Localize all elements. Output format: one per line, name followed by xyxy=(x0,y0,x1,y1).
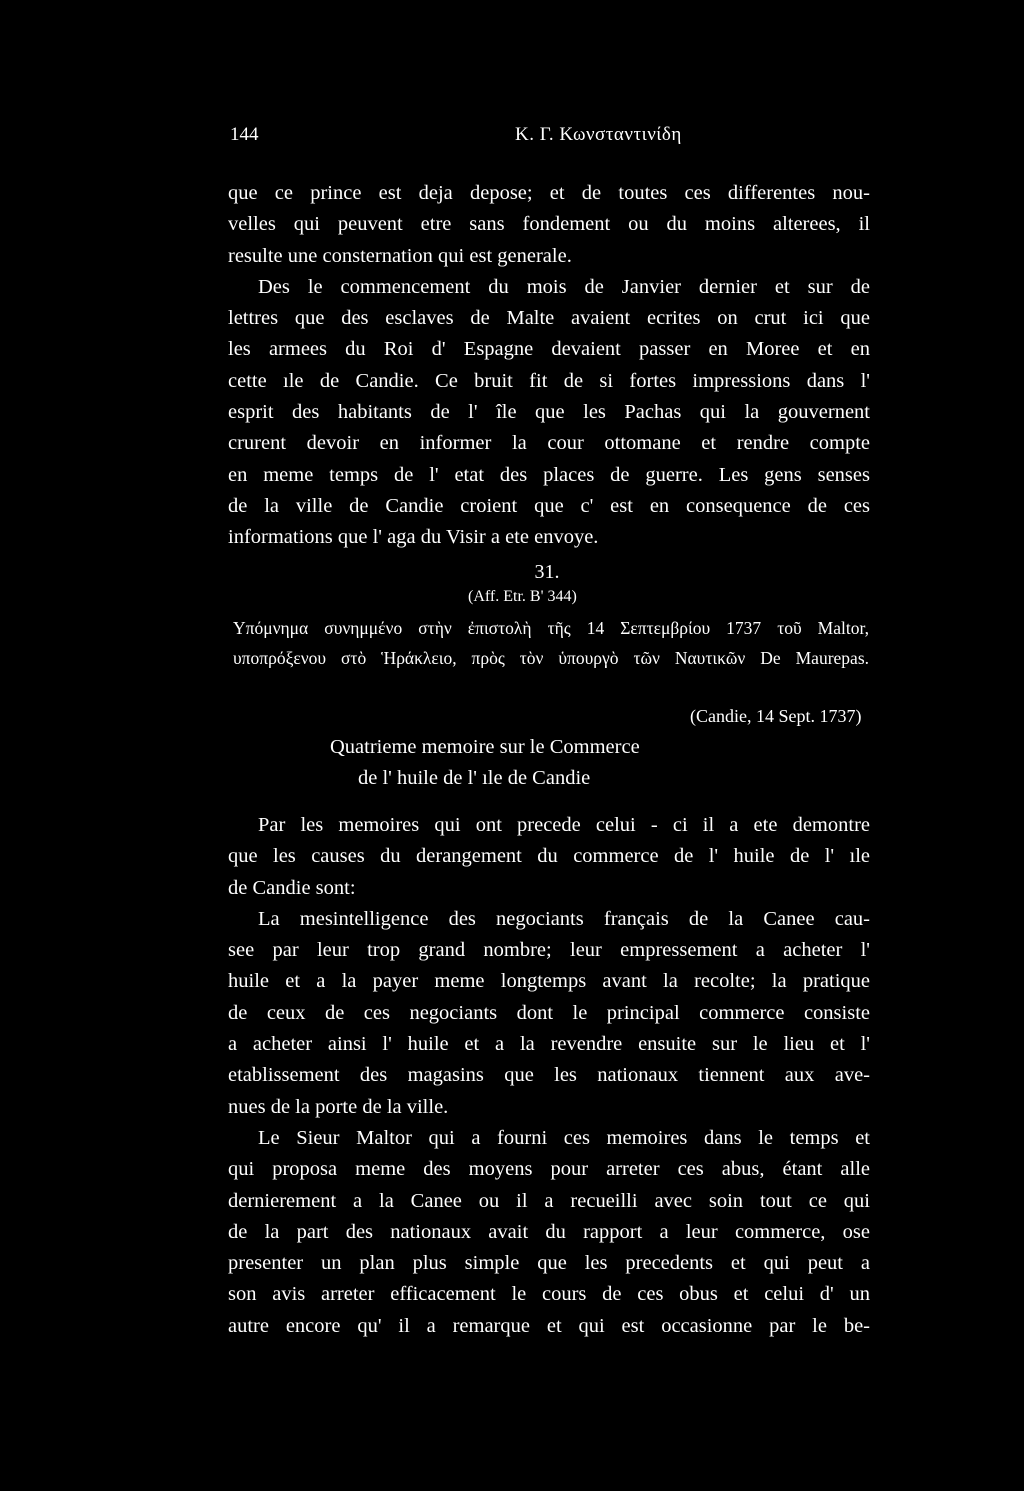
memoir-title xyxy=(330,732,640,794)
text-line: de la part des nationaux avait du rapport a leur commerce, ose xyxy=(228,1220,870,1243)
archive-reference: (Aff. Etr. B' 344) xyxy=(468,588,577,605)
text-line: resulte une consternation qui est generale. xyxy=(228,244,572,267)
text-line: autre encore qu' il a remarque et qui est occasionne par le be- xyxy=(228,1314,870,1337)
text-line: Des le commencement du mois de Janvier dernier et sur de xyxy=(258,275,870,298)
text-line: de Candie sont: xyxy=(228,876,356,899)
memoir-title-line: Quatrieme memoire sur le Commerce xyxy=(330,736,640,758)
text-line: cette ıle de Candie. Ce bruit fit de si fortes impressions dans l' xyxy=(228,369,870,392)
running-head: Κ. Γ. Κωνσταντινίδη xyxy=(515,124,682,145)
text-line: dernierement a la Canee ou il a recueilli avec soin tout ce qui xyxy=(228,1189,870,1212)
text-line: presenter un plan plus simple que les precedents et qui peut a xyxy=(228,1252,870,1275)
text-line: les armees du Roi d' Espagne devaient passer en Moree et en xyxy=(228,338,870,361)
text-line: de ceux de ces negociants dont le principal commerce consiste xyxy=(228,1001,870,1024)
text-line: a acheter ainsi l' huile et a la revendre ensuite sur le lieu et l' xyxy=(228,1033,870,1056)
text-line: velles qui peuvent etre sans fondement ou du moins alterees, il xyxy=(228,213,870,236)
text-line: Le Sieur Maltor qui a fourni ces memoires dans le temps et xyxy=(258,1126,870,1149)
document-summary xyxy=(233,613,869,673)
text-line: huile et a la payer meme longtemps avant la recolte; la pratique xyxy=(228,970,870,993)
memoir-title-line: de l' huile de l' ıle de Candie xyxy=(358,767,591,789)
text-line: informations que l' aga du Visir a ete envoye. xyxy=(228,526,599,549)
text-line: son avis arreter efficacement le cours de ces obus et celui d' un xyxy=(228,1283,870,1306)
text-line: en meme temps de l' etat des places de guerre. Les gens senses xyxy=(228,463,870,486)
text-line: lettres que des esclaves de Malte avaient ecrites on crut ici que xyxy=(228,307,870,330)
text-line: La mesintelligence des negociants français de la Canee cau- xyxy=(258,907,870,930)
document-number: 31. xyxy=(534,561,560,583)
text-line: qui proposa meme des moyens pour arreter ces abus, étant alle xyxy=(228,1158,870,1181)
text-line: que ce prince est deja depose; et de toutes ces differentes nou- xyxy=(228,182,870,204)
text-line: de la ville de Candie croient que c' est en consequence de ces xyxy=(228,494,870,517)
summary-line: υποπρόξενου στὸ Ἡράκλειο, πρὸς τὸν ὑπουργὸ τῶν Ναυτικῶν De Maurepas. xyxy=(233,648,869,668)
text-line: etablissement des magasins que les nationaux tiennent aux ave- xyxy=(228,1064,870,1087)
page-number: 144 xyxy=(230,124,259,145)
text-line: crurent devoir en informer la cour ottomane et rendre compte xyxy=(228,432,870,455)
text-line: Par les memoires qui ont precede celui - ci il a ete demontre xyxy=(258,814,870,836)
text-line: nues de la porte de la ville. xyxy=(228,1095,449,1118)
text-line: see par leur trop grand nombre; leur empressement a acheter l' xyxy=(228,939,870,962)
text-line: esprit des habitants de l' île que les Pachas qui la gouvernent xyxy=(228,401,870,424)
page-header xyxy=(230,124,870,154)
continuation-text xyxy=(228,178,870,554)
text-line: que les causes du derangement du commerce de l' huile de l' ıle xyxy=(228,845,870,868)
memoir-body xyxy=(228,810,870,1342)
summary-line: Υπόμνημα συνημμένο στὴν ἐπιστολὴ τῆς 14 Σεπτεμβρίου 1737 τοῦ Maltor, xyxy=(233,618,869,638)
dateline: (Candie, 14 Sept. 1737) xyxy=(690,706,862,726)
